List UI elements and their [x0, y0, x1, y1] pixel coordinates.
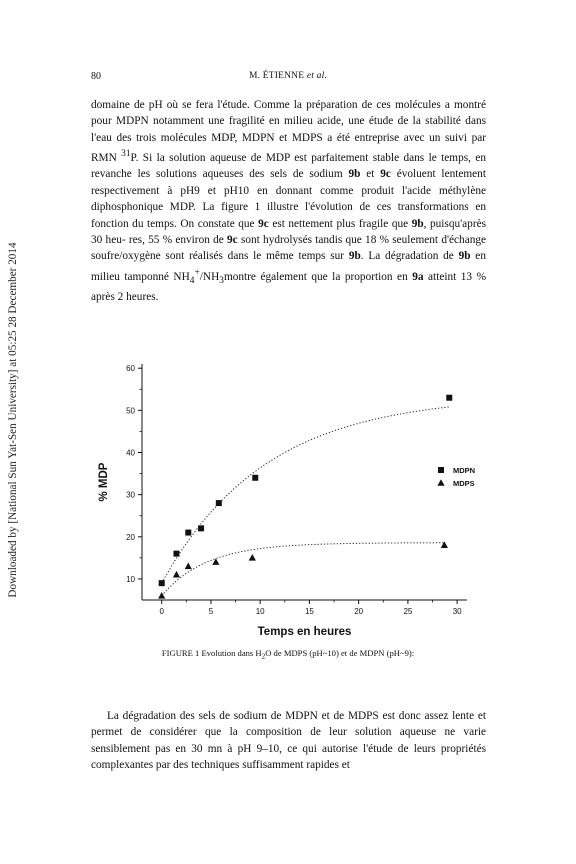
line: a montré pour MDPN notamment une fragilité en milieu acide, une étude: [91, 99, 487, 128]
compound-ref: 9a: [412, 270, 424, 283]
line: res, 55 % environ de: [128, 234, 228, 247]
line: La dégradation des sels de sodium de MDPN et de MDPS est donc assez: [107, 710, 449, 722]
compound-ref: 9c: [380, 168, 391, 181]
running-head-etal: et al.: [306, 71, 328, 81]
legend-marker-mdps: [437, 479, 444, 486]
line: montre également que la: [223, 270, 341, 283]
compound-ref: 9c: [227, 234, 238, 247]
y-axis-label: % MDP: [98, 462, 110, 502]
data-point-mdpn: [252, 475, 258, 481]
figure-caption: [0, 648, 576, 661]
compound-ref: 9b: [348, 250, 361, 263]
figure-1-chart: [85, 352, 495, 652]
line: sont hydrolysés tandis que 18 % seulement: [237, 234, 439, 247]
x-tick-label: 10: [255, 607, 265, 616]
y-tick-label: 20: [126, 532, 135, 542]
compound-ref: 9c: [258, 217, 269, 230]
line: , puisqu'après 30 heu-: [91, 217, 486, 247]
fit-curve-mdps: [162, 543, 445, 596]
legend-label-mdpn: MDPN: [453, 466, 476, 475]
data-point-mdps: [173, 571, 180, 578]
compound-ref: 9b: [458, 250, 471, 263]
line: /NH: [199, 270, 220, 283]
y-tick-label: 40: [126, 448, 135, 458]
fit-curve-mdpn: [162, 407, 450, 583]
line: figure 1 illustre l'évolution de ces transformations en fonction du temps.: [91, 201, 486, 230]
caption-prefix: FIGURE 1 Evolution dans H: [161, 648, 262, 658]
line: lente et permet de considérer que la composition de leur solution aqueuse: [91, 710, 486, 739]
compound-ref: 9b: [411, 217, 424, 230]
x-tick-label: 15: [304, 607, 314, 616]
line: dégradation de: [385, 250, 459, 263]
y-tick-label: 30: [126, 490, 135, 500]
data-point-mdpn: [446, 395, 452, 401]
caption-suffix: O de MDPS (pH~10) et de MDPN (pH~9):: [265, 648, 415, 658]
y-tick-label: 50: [126, 406, 135, 416]
running-head: [0, 71, 576, 81]
line: proportion en: [344, 270, 413, 283]
line: sels de sodium: [270, 168, 349, 181]
page-number: 80: [91, 71, 101, 82]
subscript: 3: [219, 275, 224, 286]
line: est nettement plus fragile que: [268, 217, 412, 230]
legend-marker-mdpn: [438, 467, 444, 473]
line: évoluent lentement respectivement à pH9 et pH10: [91, 168, 486, 197]
line: leurs propriétés complexantes par des techniques suffisamment rapides et: [91, 742, 487, 772]
x-tick-label: 20: [354, 607, 364, 616]
body-paragraph-1: [91, 97, 486, 306]
legend-label-mdps: MDPS: [453, 479, 475, 488]
x-tick-label: 25: [403, 607, 413, 616]
x-axis-label: Temps en heures: [257, 626, 352, 638]
x-tick-label: 30: [452, 607, 462, 616]
x-tick-label: 0: [159, 607, 164, 616]
data-point-mdpn: [185, 530, 191, 536]
data-point-mdpn: [216, 500, 222, 506]
data-point-mdpn: [159, 580, 165, 586]
line: de la stabilité dans l'eau des trois molécules MDP, MDPN et MDPS a été: [91, 115, 486, 144]
data-point-mdpn: [198, 525, 204, 531]
line: en milieu tamponné NH: [91, 250, 486, 283]
data-point-mdps: [441, 541, 448, 548]
line: en donnant comme produit l'acide méthylène diphosphonique MDP. La: [91, 184, 487, 214]
line: On constate que: [180, 217, 259, 230]
download-watermark-text: Downloaded by [National Sun Yat-Sen University] at 05:25 28 December 2014: [7, 242, 19, 598]
download-watermark: [6, 150, 20, 690]
superscript: 31: [121, 149, 131, 160]
data-point-mdps: [249, 554, 256, 561]
caption-subscript: 2: [261, 652, 266, 661]
line: P. Si la solution aqueuse de MDP est: [130, 151, 307, 164]
line: et: [360, 168, 381, 181]
y-tick-label: 60: [126, 364, 135, 374]
data-point-mdps: [185, 562, 192, 569]
body-paragraph-2: [91, 708, 486, 774]
line: atteint 13 % après 2 heures.: [91, 270, 486, 304]
line: d'échange soufre/oxygène sont réalisés dans le même temps sur: [91, 234, 487, 263]
data-point-mdpn: [173, 551, 179, 557]
line: . La: [360, 250, 381, 263]
subscript: 4: [189, 275, 195, 286]
line: entreprise avec un suivi par RMN: [91, 131, 486, 164]
compound-ref: 9b: [348, 168, 361, 181]
line: domaine de pH où se fera l'étude. Comme la préparation de ces molécules: [91, 99, 441, 111]
y-tick-label: 10: [126, 574, 135, 584]
x-tick-label: 5: [208, 607, 214, 616]
data-point-mdps: [212, 558, 219, 565]
superscript: +: [194, 267, 200, 278]
line: ne varie sensiblement pas en 30 mn à pH 9–10, ce qui autorise l'étude de: [91, 726, 486, 755]
line: parfaitement stable dans le temps, en revanche les solutions aqueuses des: [91, 151, 487, 181]
running-head-authors: M. ÉTIENNE: [248, 71, 305, 81]
